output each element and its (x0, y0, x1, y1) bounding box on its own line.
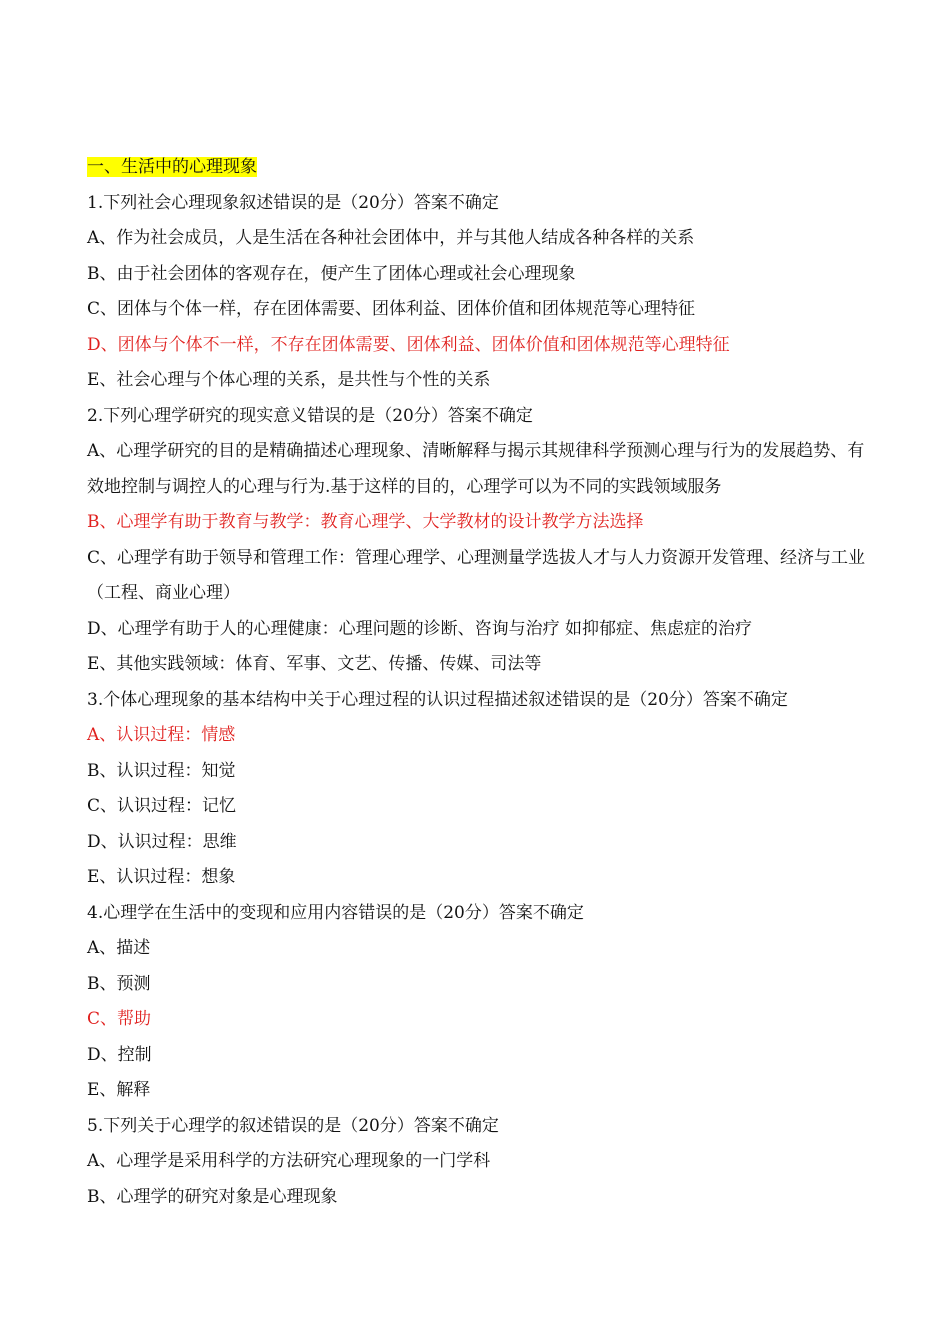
section-heading (87, 150, 877, 186)
option-b: B、认识过程：知觉 (87, 760, 236, 781)
option-b-answer: B、心理学有助于教育与教学：教育心理学、大学教材的设计教学方法选择 (87, 512, 644, 532)
option-a: A、作为社会成员，人是生活在各种社会团体中，并与其他人结成各种各样的关系 (87, 228, 695, 248)
option-e: E、解释 (87, 1080, 151, 1100)
document-page (87, 150, 877, 1215)
option-a: A、描述 (87, 938, 151, 958)
option-b: B、预测 (87, 973, 151, 994)
option-d-answer: D、团体与个体不一样，不存在团体需要、团体利益、团体价值和团体规范等心理特征 (87, 334, 730, 355)
question-stem: 5.下列关于心理学的叙述错误的是（20分）答案不确定 (87, 1115, 499, 1136)
option-c: C、认识过程：记忆 (87, 796, 237, 816)
question-stem: 4.心理学在生活中的变现和应用内容错误的是（20分）答案不确定 (87, 902, 584, 923)
option-c-answer: C、帮助 (87, 1009, 152, 1029)
option-d: D、控制 (87, 1044, 152, 1065)
option-a: A、心理学研究的目的是精确描述心理现象、清晰解释与揭示其规律科学预测心理与行为的发展趋势、有效地控制与调控人的心理与行为.基于这样的目的，心理学可以为不同的实践领域服务 (87, 441, 865, 497)
option-d: D、认识过程：思维 (87, 831, 237, 852)
option-c: C、团体与个体一样，存在团体需要、团体利益、团体价值和团体规范等心理特征 (87, 299, 696, 319)
question-stem: 1.下列社会心理现象叙述错误的是（20分）答案不确定 (87, 192, 499, 213)
option-e: E、其他实践领域：体育、军事、文艺、传播、传媒、司法等 (87, 654, 542, 674)
question-stem: 2.下列心理学研究的现实意义错误的是（20分）答案不确定 (87, 405, 533, 426)
option-e: E、认识过程：想象 (87, 867, 236, 887)
option-b: B、由于社会团体的客观存在，便产生了团体心理或社会心理现象 (87, 263, 576, 284)
question-stem: 3.个体心理现象的基本结构中关于心理过程的认识过程描述叙述错误的是（20分）答案不确定 (87, 689, 788, 710)
option-e: E、社会心理与个体心理的关系，是共性与个性的关系 (87, 370, 491, 390)
option-c: C、心理学有助于领导和管理工作：管理心理学、心理测量学选拔人才与人力资源开发管理、经济与工业（工程、商业心理） (87, 547, 866, 603)
option-d: D、心理学有助于人的心理健康：心理问题的诊断、咨询与治疗 如抑郁症、焦虑症的治疗 (87, 618, 753, 639)
option-a: A、心理学是采用科学的方法研究心理现象的一门学科 (87, 1151, 491, 1171)
section-title: 一、生活中的心理现象 (87, 157, 257, 177)
option-b: B、心理学的研究对象是心理现象 (87, 1186, 338, 1207)
option-a-answer: A、认识过程：情感 (87, 725, 236, 745)
